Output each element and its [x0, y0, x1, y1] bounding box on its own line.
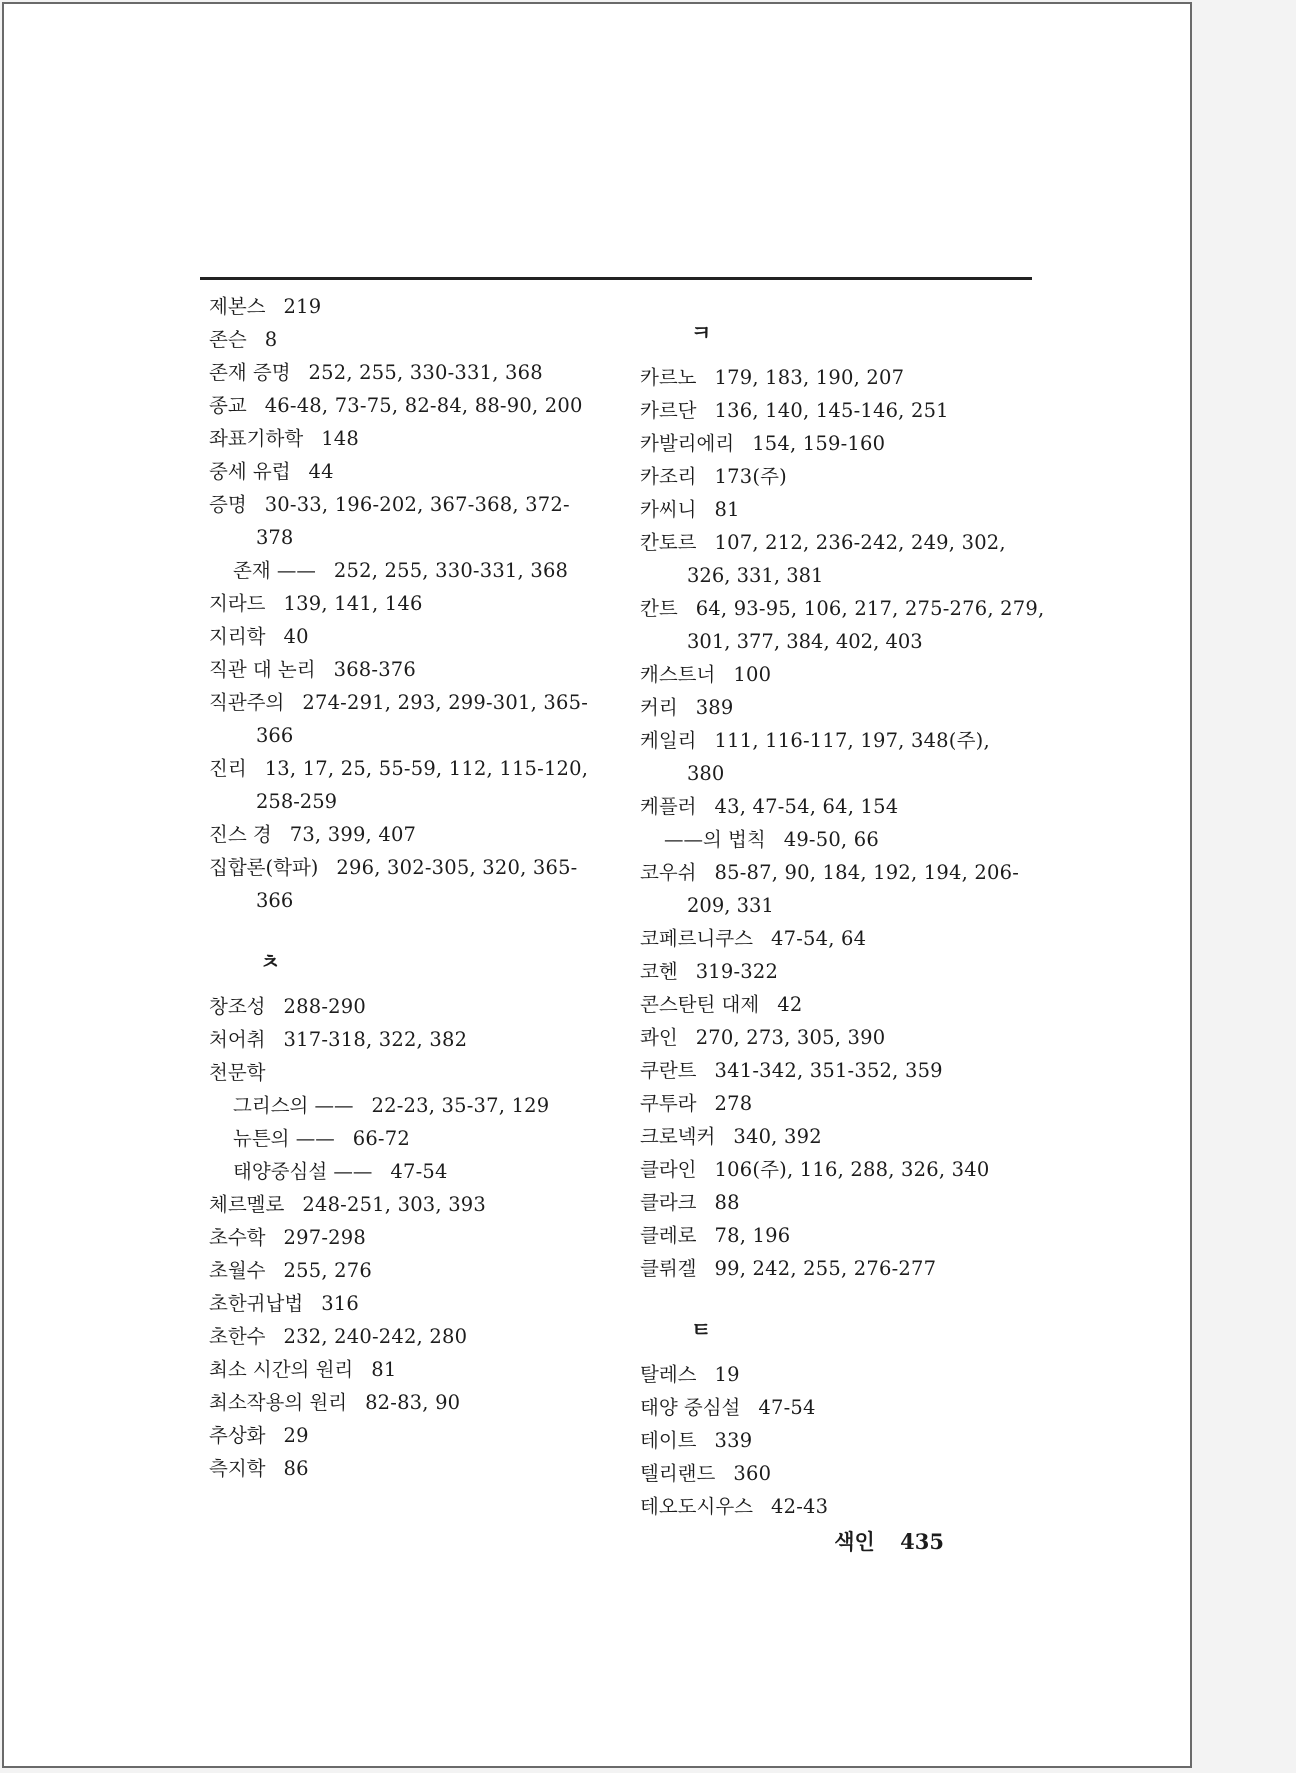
index-entry	[640, 856, 1040, 922]
entry-pages: 339	[714, 1429, 753, 1452]
entry-term: 클뤼겔	[640, 1257, 697, 1280]
index-entry	[209, 653, 609, 686]
entry-term: 지리학	[209, 625, 266, 648]
entry-pages-continued: 209, 331	[687, 894, 774, 917]
entry-pages: 360	[733, 1462, 772, 1485]
entry-pages: 64, 93-95, 106, 217, 275-276, 279,	[695, 597, 1045, 620]
index-entry	[640, 526, 1040, 592]
entry-term: 진스 경	[209, 823, 272, 846]
entry-pages: 82-83, 90	[365, 1391, 461, 1414]
entry-pages: 100	[733, 663, 772, 686]
entry-pages: 252, 255, 330-331, 368	[308, 361, 543, 384]
index-entry	[640, 724, 1040, 790]
entry-term: 카조리	[640, 465, 697, 488]
entry-term: 테오도시우스	[640, 1495, 754, 1518]
entry-term: 초수학	[209, 1226, 266, 1249]
entry-term: 천문학	[209, 1061, 266, 1084]
index-entry	[209, 1254, 609, 1287]
entry-term: 중세 유럽	[209, 460, 291, 483]
section-header: ㅌ	[691, 1317, 712, 1342]
index-entry	[640, 1219, 1040, 1252]
index-entry	[209, 422, 609, 455]
entry-term: 종교	[209, 394, 247, 417]
index-entry	[640, 1021, 1040, 1054]
index-entry	[209, 389, 609, 422]
index-entry	[209, 323, 609, 356]
index-entry	[209, 1320, 609, 1353]
entry-term: 지라드	[209, 592, 266, 615]
index-column-right	[640, 290, 1045, 1523]
entry-pages-continued: 366	[256, 724, 294, 747]
entry-pages: 341-342, 351-352, 359	[714, 1059, 943, 1082]
entry-pages: 19	[714, 1363, 740, 1386]
footer-label: 색인	[834, 1529, 875, 1554]
index-entry	[209, 1452, 609, 1485]
entry-pages: 88	[714, 1191, 740, 1214]
entry-pages: 85-87, 90, 184, 192, 194, 206-	[714, 861, 1019, 884]
entry-term: 진리	[209, 757, 247, 780]
top-rule	[200, 277, 1032, 280]
entry-term: 케플러	[640, 795, 697, 818]
entry-pages: 47-54, 64	[771, 927, 867, 950]
entry-term: 처어취	[209, 1028, 266, 1051]
index-entry	[640, 955, 1040, 988]
entry-term: 집합론(학파)	[209, 856, 319, 879]
entry-pages: 219	[283, 295, 322, 318]
index-subentry	[209, 1122, 609, 1155]
entry-pages: 316	[321, 1292, 360, 1315]
index-subentry	[209, 1089, 609, 1122]
entry-pages: 317-318, 322, 382	[283, 1028, 468, 1051]
index-entry	[209, 1056, 609, 1089]
entry-term: 커리	[640, 696, 678, 719]
index-entry	[640, 361, 1040, 394]
index-entry	[640, 1252, 1040, 1285]
entry-term: 태양중심설 ——	[233, 1160, 373, 1183]
entry-pages: 73, 399, 407	[289, 823, 417, 846]
index-entry	[640, 988, 1040, 1021]
entry-term: 증명	[209, 493, 247, 516]
index-entry	[640, 1358, 1040, 1391]
index-entry	[640, 658, 1040, 691]
entry-term: 초한귀납법	[209, 1292, 304, 1315]
entry-term: 카씨니	[640, 498, 697, 521]
entry-pages: 252, 255, 330-331, 368	[333, 559, 569, 582]
entry-term: 존재 증명	[209, 361, 291, 384]
entry-pages: 66-72	[352, 1127, 410, 1150]
entry-term: 탈레스	[640, 1363, 697, 1386]
entry-term: 클레로	[640, 1224, 697, 1247]
index-subentry	[209, 1155, 609, 1188]
entry-pages: 106(주), 116, 288, 326, 340	[714, 1158, 990, 1181]
entry-term: 추상화	[209, 1424, 266, 1447]
entry-term: 클라인	[640, 1158, 697, 1181]
entry-term: 카르단	[640, 399, 697, 422]
entry-pages: 86	[283, 1457, 309, 1480]
entry-pages: 99, 242, 255, 276-277	[714, 1257, 937, 1280]
entry-pages: 288-290	[283, 995, 366, 1018]
entry-pages: 255, 276	[283, 1259, 372, 1282]
entry-pages: 44	[308, 460, 334, 483]
index-entry	[640, 1457, 1040, 1490]
entry-pages: 49-50, 66	[783, 828, 879, 851]
entry-pages: 278	[714, 1092, 753, 1115]
entry-pages: 340, 392	[733, 1125, 822, 1148]
entry-pages: 232, 240-242, 280	[283, 1325, 468, 1348]
index-entry	[640, 493, 1040, 526]
entry-term: 좌표기하학	[209, 427, 304, 450]
entry-term: 칸트	[640, 597, 678, 620]
entry-term: 직관주의	[209, 691, 285, 714]
section-header: ㅊ	[260, 949, 281, 974]
entry-pages: 47-54	[758, 1396, 816, 1419]
entry-pages-continued: 366	[256, 889, 294, 912]
entry-term: 콰인	[640, 1026, 678, 1049]
index-entry	[209, 356, 609, 389]
entry-pages: 78, 196	[714, 1224, 791, 1247]
index-entry	[640, 1087, 1040, 1120]
index-column-left	[209, 290, 609, 1485]
entry-pages-continued: 301, 377, 384, 402, 403	[687, 630, 923, 653]
entry-pages: 111, 116-117, 197, 348(주),	[714, 729, 990, 752]
entry-pages: 81	[714, 498, 740, 521]
entry-pages-continued: 258-259	[256, 790, 338, 813]
entry-term: 코헨	[640, 960, 678, 983]
entry-pages: 40	[283, 625, 309, 648]
entry-pages: 148	[321, 427, 360, 450]
index-entry	[209, 990, 609, 1023]
entry-term: 콘스탄틴 대제	[640, 993, 760, 1016]
entry-term: 최소 시간의 원리	[209, 1358, 354, 1381]
entry-pages: 43, 47-54, 64, 154	[714, 795, 899, 818]
index-entry	[640, 922, 1040, 955]
entry-pages: 179, 183, 190, 207	[714, 366, 905, 389]
entry-pages: 136, 140, 145-146, 251	[714, 399, 949, 422]
entry-term: 케일리	[640, 729, 697, 752]
entry-term: 코우쉬	[640, 861, 697, 884]
entry-term: 태양 중심설	[640, 1396, 741, 1419]
entry-term: 칸토르	[640, 531, 697, 554]
entry-term: 텔리랜드	[640, 1462, 716, 1485]
entry-term: ——의 법칙	[664, 828, 766, 851]
index-entry	[640, 1153, 1040, 1186]
entry-term: 직관 대 논리	[209, 658, 316, 681]
page-footer	[834, 1526, 944, 1556]
entry-pages: 47-54	[390, 1160, 448, 1183]
entry-term: 창조성	[209, 995, 266, 1018]
entry-pages: 42-43	[771, 1495, 829, 1518]
entry-term: 크로넥커	[640, 1125, 716, 1148]
entry-term: 존재 ——	[233, 559, 316, 582]
entry-pages: 13, 17, 25, 55-59, 112, 115-120,	[264, 757, 589, 780]
entry-term: 존슨	[209, 328, 247, 351]
entry-term: 카발리에리	[640, 432, 735, 455]
entry-term: 클라크	[640, 1191, 697, 1214]
entry-pages: 29	[283, 1424, 309, 1447]
book-page	[2, 2, 1192, 1768]
entry-pages: 274-291, 293, 299-301, 365-	[302, 691, 589, 714]
index-entry	[209, 290, 609, 323]
entry-term: 캐스트너	[640, 663, 716, 686]
index-entry	[640, 394, 1040, 427]
entry-pages: 368-376	[333, 658, 417, 681]
index-subentry	[209, 554, 609, 587]
entry-pages: 270, 273, 305, 390	[695, 1026, 886, 1049]
entry-term: 최소작용의 원리	[209, 1391, 348, 1414]
index-entry	[640, 1490, 1040, 1523]
index-entry	[209, 818, 609, 851]
entry-pages: 30-33, 196-202, 367-368, 372-	[264, 493, 570, 516]
entry-pages: 154, 159-160	[752, 432, 886, 455]
entry-pages: 139, 141, 146	[283, 592, 423, 615]
entry-term: 쿠투라	[640, 1092, 697, 1115]
entry-pages: 22-23, 35-37, 129	[371, 1094, 550, 1117]
index-subentry	[640, 823, 1040, 856]
entry-term: 쿠란트	[640, 1059, 697, 1082]
index-entry	[640, 1120, 1040, 1153]
entry-pages: 296, 302-305, 320, 365-	[336, 856, 578, 879]
entry-term: 그리스의 ——	[233, 1094, 354, 1117]
entry-pages: 248-251, 303, 393	[302, 1193, 487, 1216]
index-entry	[640, 1391, 1040, 1424]
entry-term: 초월수	[209, 1259, 266, 1282]
entry-pages: 46-48, 73-75, 82-84, 88-90, 200	[264, 394, 583, 417]
entry-pages: 389	[695, 696, 734, 719]
index-entry	[640, 427, 1040, 460]
index-entry	[209, 455, 609, 488]
entry-term: 제본스	[209, 295, 266, 318]
entry-pages-continued: 378	[256, 526, 294, 549]
entry-term: 측지학	[209, 1457, 266, 1480]
entry-term: 체르멜로	[209, 1193, 285, 1216]
entry-pages-continued: 326, 331, 381	[687, 564, 824, 587]
entry-term: 초한수	[209, 1325, 266, 1348]
section-header: ㅋ	[691, 320, 712, 345]
entry-pages: 107, 212, 236-242, 249, 302,	[714, 531, 1006, 554]
index-entry	[640, 691, 1040, 724]
entry-term: 뉴튼의 ——	[233, 1127, 335, 1150]
index-entry	[209, 851, 609, 917]
index-entry	[209, 1188, 609, 1221]
entry-pages: 319-322	[695, 960, 779, 983]
index-entry	[640, 790, 1040, 823]
index-entry	[209, 1353, 609, 1386]
entry-term: 카르노	[640, 366, 697, 389]
index-entry	[640, 1186, 1040, 1219]
index-entry	[209, 488, 609, 554]
entry-term: 테이트	[640, 1429, 697, 1452]
index-entry	[209, 1287, 609, 1320]
index-entry	[209, 620, 609, 653]
index-entry	[209, 1221, 609, 1254]
index-entry	[209, 1419, 609, 1452]
entry-pages: 173(주)	[714, 465, 787, 488]
entry-pages-continued: 380	[687, 762, 725, 785]
entry-term: 코페르니쿠스	[640, 927, 754, 950]
entry-pages: 81	[371, 1358, 397, 1381]
entry-pages: 297-298	[283, 1226, 366, 1249]
entry-pages: 8	[264, 328, 278, 351]
page-number: 435	[900, 1529, 944, 1554]
index-entry	[209, 752, 609, 818]
index-entry	[640, 460, 1040, 493]
index-entry	[209, 686, 609, 752]
index-entry	[640, 1054, 1040, 1087]
entry-pages: 42	[777, 993, 803, 1016]
index-entry	[640, 1424, 1040, 1457]
index-entry	[640, 592, 1045, 658]
index-entry	[209, 587, 609, 620]
index-entry	[209, 1023, 609, 1056]
index-entry	[209, 1386, 609, 1419]
